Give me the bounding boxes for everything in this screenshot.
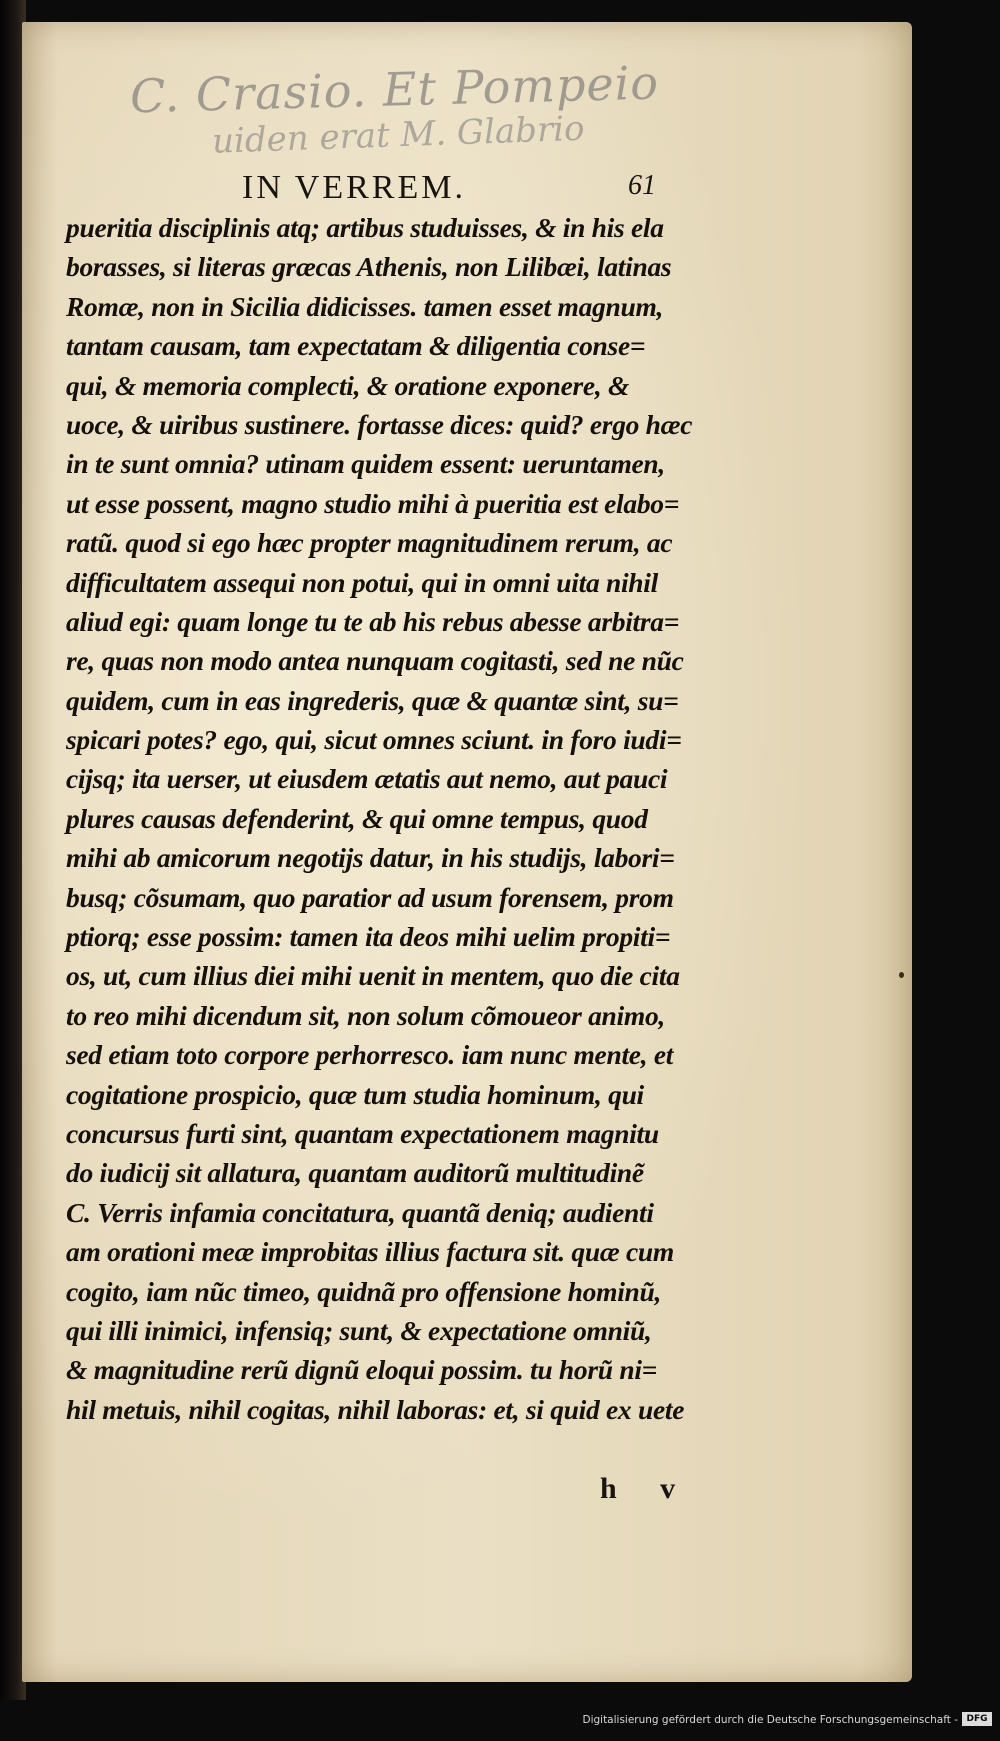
book-page [22,22,912,1682]
handwritten-annotation-2: uiden erat M. Glabrio [211,108,586,162]
text-line: tantam causam, tam expectatam & diligentia conse= [66,330,646,362]
footer-bar [0,1700,1000,1741]
text-line: os, ut, cum illius diei mihi uenit in mentem, quo die cita [66,960,680,992]
text-line: to reo mihi dicendum sit, non solum cõmoueor animo, [66,999,665,1031]
footer-credit: Digitalisierung gefördert durch die Deutsche Forschungsgemeinschaft - [582,1714,958,1726]
page-number: 61 [628,170,656,201]
body-text [66,208,716,1429]
text-line: quidem, cum in eas ingrederis, quæ & quantæ sint, su= [66,684,679,716]
text-line: concursus furti sint, quantam expectationem magnitu [66,1117,659,1149]
text-line: spicari potes? ego, qui, sicut omnes sciunt. in foro iudi= [66,724,682,756]
paper-speck [899,972,904,978]
text-line: cogitatione prospicio, quæ tum studia hominum, qui [66,1078,644,1110]
dfg-logo: DFG [962,1712,992,1726]
text-line: am orationi meæ improbitas illius factura sit. quæ cum [66,1236,674,1268]
text-line: in te sunt omnia? utinam quidem essent: ueruntamen, [66,448,666,480]
text-line: ratũ. quod si ego hæc propter magnitudinem rerum, ac [66,527,673,559]
signature-mark: h v [600,1472,694,1505]
text-line: Romæ, non in Sicilia didicisses. tamen esset magnum, [66,290,664,322]
text-line: sed etiam toto corpore perhorresco. iam nunc mente, et [66,1039,674,1071]
text-line: & magnitudine rerũ dignũ eloqui possim. tu horũ ni= [66,1354,658,1386]
running-head: IN VERREM. [242,169,466,206]
text-line: C. Verris infamia concitatura, quantã deniq; audienti [66,1196,654,1228]
handwritten-annotation: C. Crasio. Et Pompeio [129,55,660,124]
text-line: borasses, si literas græcas Athenis, non Lilibæi, latinas [66,251,672,283]
text-line: plures causas defenderint, & qui omne tempus, quod [66,802,648,834]
text-line: mihi ab amicorum negotijs datur, in his studijs, labori= [66,842,675,874]
text-line: cogito, iam nũc timeo, quidnã pro offensione hominũ, [66,1275,662,1307]
text-line: qui, & memoria complecti, & oratione exponere, & [66,369,630,401]
text-line: ptiorq; esse possim: tamen ita deos mihi uelim propiti= [66,921,671,953]
text-line: uoce, & uiribus sustinere. fortasse dices: quid? ergo hæc [66,408,693,440]
text-line: aliud egi: quam longe tu te ab his rebus abesse arbitra= [66,605,680,637]
text-line: busq; cõsumam, quo paratior ad usum forensem, prom [66,881,674,913]
text-line: difficultatem assequi non potui, qui in omni uita nihil [66,566,658,598]
text-line: qui illi inimici, infensiq; sunt, & expectatione omniũ, [66,1314,652,1346]
text-line: hil metuis, nihil cogitas, nihil laboras: et, si quid ex uete [66,1393,685,1425]
text-line: cijsq; ita uerser, ut eiusdem ætatis aut nemo, aut pauci [66,763,668,795]
text-line: do iudicij sit allatura, quantam auditorũ multitudinẽ [66,1157,644,1189]
text-line: re, quas non modo antea nunquam cogitasti, sed ne nũc [66,645,684,677]
text-line: ut esse possent, magno studio mihi à pueritia est elabo= [66,487,680,519]
text-line: pueritia disciplinis atq; artibus studuisses, & in his ela [66,212,664,243]
